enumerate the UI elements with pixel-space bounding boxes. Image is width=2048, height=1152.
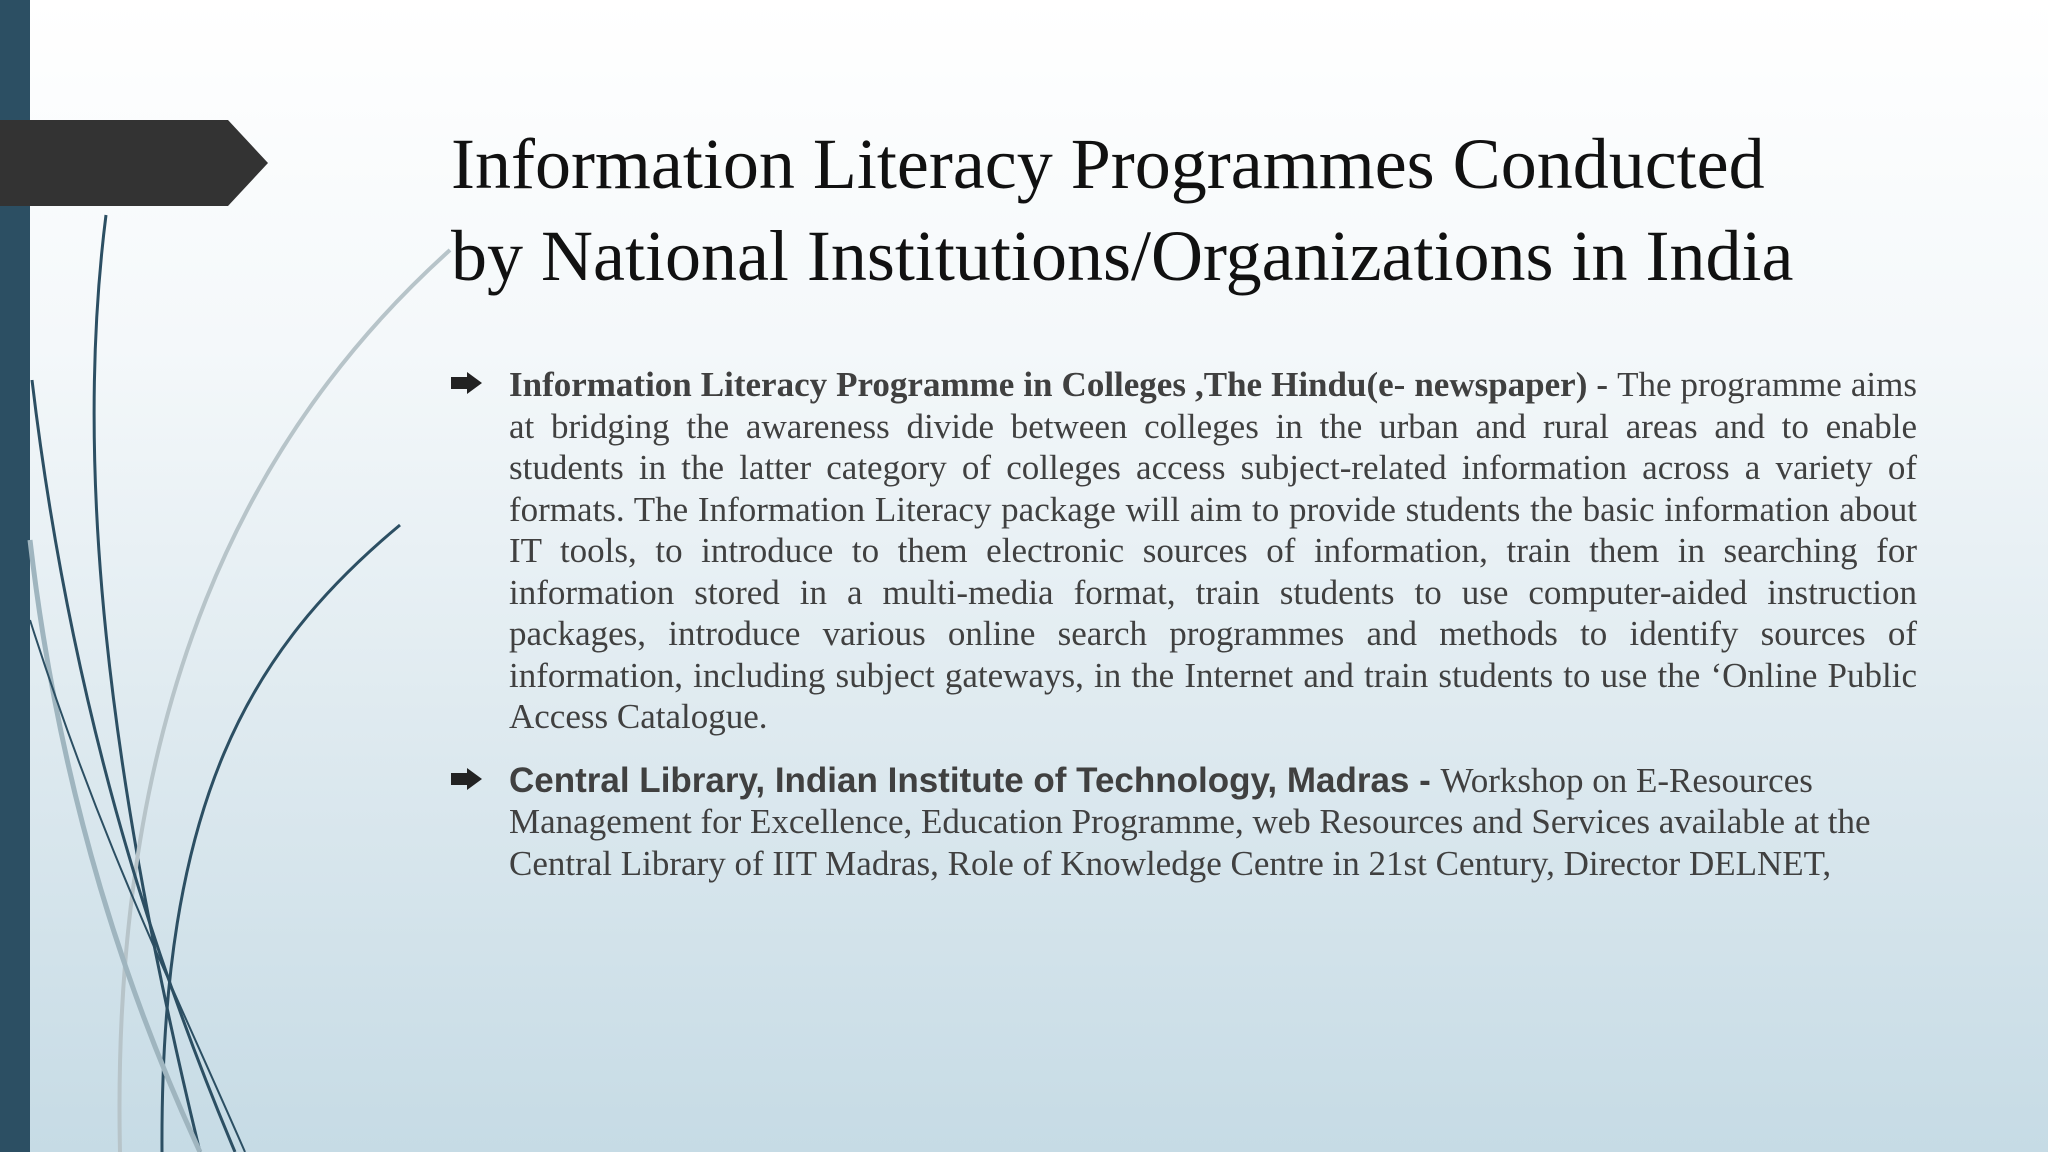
slide-title [451,118,1991,302]
bullet-lead: Central Library, Indian Institute of Technology, Madras - [509,760,1441,800]
bullet-lead: Information Literacy Programme in Colleges ,The Hindu(e- newspaper) - [509,365,1618,404]
bullet-item-iit-madras [451,760,1917,885]
slide-title-line-2: by National Institutions/Organizations in India [451,216,1794,296]
bullet-body: Workshop on E-Resources Management for Excellence, Education Programme, web Resources and Services available at the Central Library of IIT Madras, Role of Knowledge Centre in 21st Century, Director DELNET, [509,760,1871,883]
arrow-bullet-icon [451,768,483,790]
arrow-bullet-icon [451,372,483,394]
slide-content [451,364,1917,884]
slide-title-line-1: Information Literacy Programmes Conducted [451,124,1765,204]
bullet-item-hindu [451,364,1917,738]
bullet-body: The programme aims at bridging the awareness divide between colleges in the urban and rural areas and to enable students in the latter category of colleges access subject-related information across a variety of formats. The Information Literacy package will aim to provide students the basic information about IT tools, to introduce to them electronic sources of information, train them in searching for information stored in a multi-media format, train students to use computer-aided instruction packages, introduce various online search programmes and methods to identify sources of information, including subject gateways, in the Internet and train students to use the ‘Online Public Access Catalogue. [509,365,1917,736]
title-tab-shape [0,120,270,206]
